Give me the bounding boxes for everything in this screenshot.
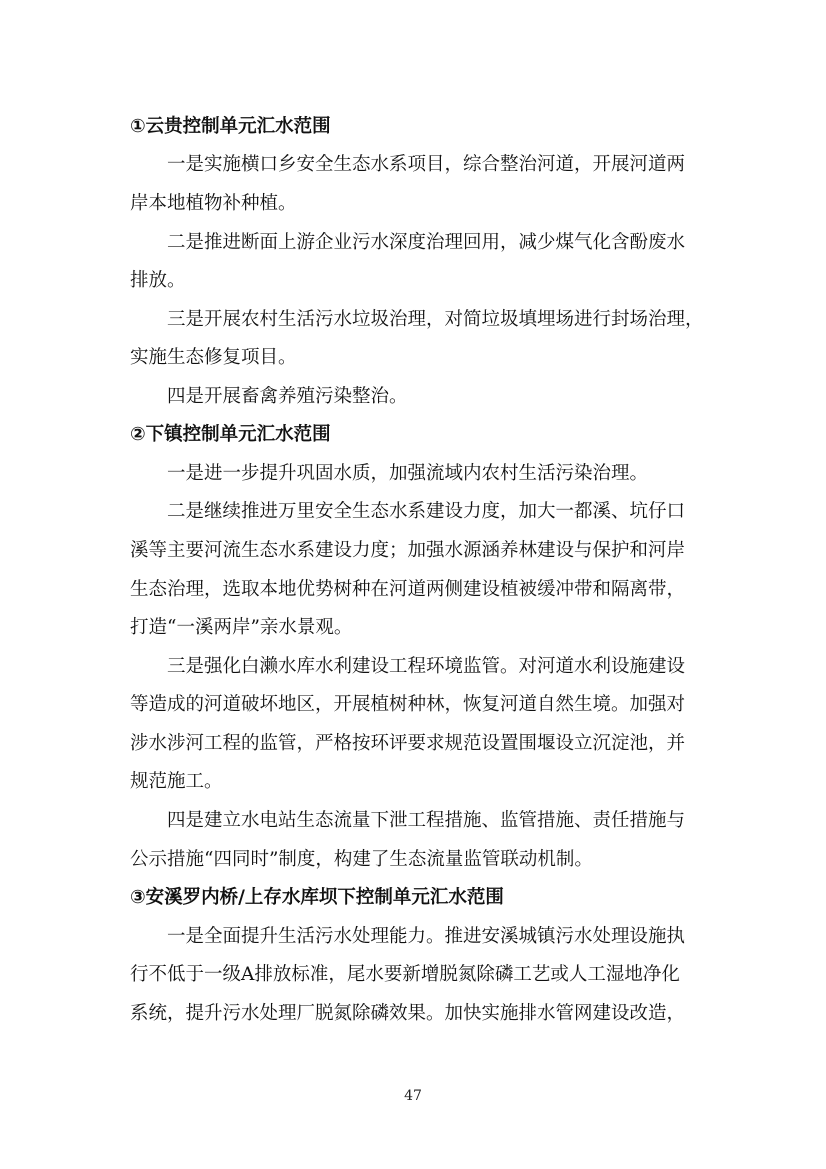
paragraph-line: 涉水涉河工程的监管，严格按环评要求规范设置围堰设立沉淀池，并 [130, 733, 686, 754]
paragraph-line: 公示措施“四同时”制度，构建了生态流量监管联动机制。 [130, 849, 593, 870]
page-number: 47 [404, 1088, 422, 1104]
section2-heading: ②下镇控制单元汇水范围 [130, 424, 331, 445]
paragraph-line: 实施生态修复项目。 [130, 347, 297, 368]
paragraph-line: 等造成的河道破坏地区，开展植树种林，恢复河道自然生境。加强对 [130, 694, 686, 715]
paragraph-line: 二是推进断面上游企业污水深度治理回用，减少煤气化含酚废水 [167, 232, 686, 253]
paragraph-line: 规范施工。 [130, 771, 223, 792]
paragraph-line: 一是进一步提升巩固水质，加强流域内农村生活污染治理。 [167, 463, 649, 484]
paragraph-line: 一是全面提升生活污水处理能力。推进安溪城镇污水处理设施执 [167, 926, 686, 947]
paragraph-line: 三是强化白濑水库水利建设工程环境监管。对河道水利设施建设 [167, 656, 686, 677]
paragraph-line: 生态治理，选取本地优势树种在河道两侧建设植被缓冲带和隔离带， [130, 579, 686, 600]
paragraph-line: 系统，提升污水处理厂脱氮除磷效果。加快实施排水管网建设改造， [130, 1003, 686, 1024]
paragraph-line: 排放。 [130, 270, 186, 291]
paragraph-line: 四是建立水电站生态流量下泄工程措施、监管措施、责任措施与 [167, 810, 686, 831]
paragraph-line: 打造“一溪两岸”亲水景观。 [130, 617, 353, 638]
section1-heading: ①云贵控制单元汇水范围 [130, 116, 331, 137]
paragraph-line: 岸本地植物补种植。 [130, 193, 297, 214]
paragraph-line: 四是开展畜禽养殖污染整治。 [167, 386, 408, 407]
paragraph-line: 二是继续推进万里安全生态水系建设力度，加大一都溪、坑仔口 [167, 501, 686, 522]
paragraph-line: 一是实施横口乡安全生态水系项目，综合整治河道，开展河道两 [167, 154, 686, 175]
paragraph-line: 行不低于一级A排放标准，尾水要新增脱氮除磷工艺或人工湿地净化 [130, 964, 680, 985]
section3-heading: ③安溪罗内桥/上存水库坝下控制单元汇水范围 [130, 887, 504, 908]
paragraph-line: 溪等主要河流生态水系建设力度；加强水源涵养林建设与保护和河岸 [130, 540, 686, 561]
paragraph-line: 三是开展农村生活污水垃圾治理，对简垃圾填埋场进行封场治理， [167, 309, 704, 330]
